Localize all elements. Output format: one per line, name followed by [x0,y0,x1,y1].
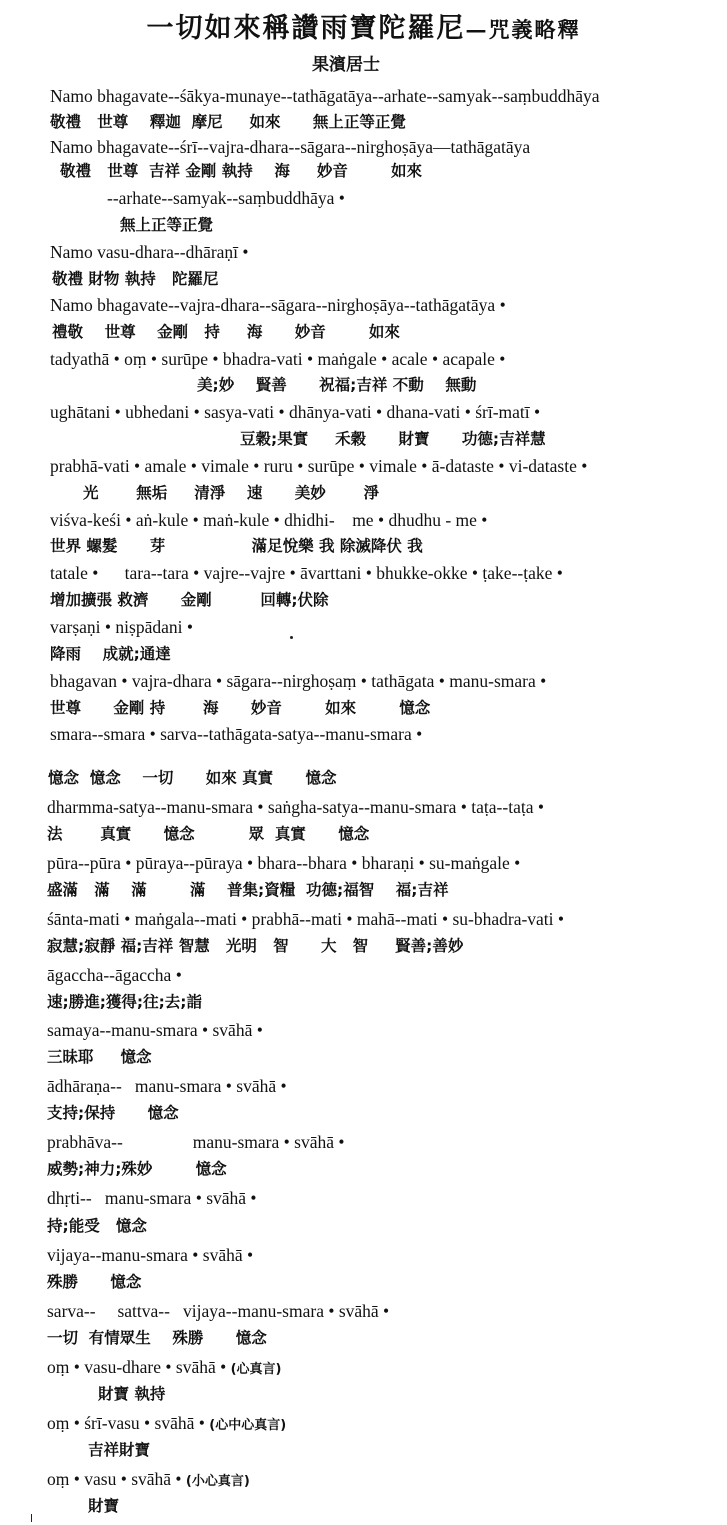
sanskrit-line: dhṛti-- manu-smara • svāhā • [47,1188,257,1208]
sanskrit-line: --arhate--samyak--saṃbuddhāya • [107,188,345,208]
chinese-gloss-line: 世界 螺髮 芽 滿足悅樂 我 除滅降伏 我 [50,537,423,555]
sanskrit-line: smara--smara • sarva--tathāgata-satya--manu-smara • [50,724,423,744]
sanskrit-line: sarva-- sattva-- vijaya--manu-smara • svāhā • [47,1301,390,1321]
sanskrit-line: tatale • tara--tara • vajre--vajre • āvarttani • bhukke-okke • ṭake--ṭake • [50,563,563,583]
document-title [0,6,727,45]
chinese-gloss-line: 威勢;神力;殊妙 憶念 [47,1160,227,1178]
mantra-line [47,1359,282,1377]
mantra-note: (小心真言) [185,1474,250,1489]
sanskrit-line: varṣaṇi • niṣpādani • [50,617,193,637]
sanskrit-line: ughātani • ubhedani • sasya-vati • dhānya-vati • dhana-vati • śrī-matī • [50,402,541,422]
chinese-gloss-line: 持;能受 憶念 [47,1217,147,1235]
chinese-gloss-line: 禮敬 世尊 金剛 持 海 妙音 如來 [52,323,400,341]
mantra-line [47,1471,250,1489]
chinese-gloss-line: 世尊 金剛 持 海 妙音 如來 憶念 [50,699,431,717]
sanskrit-line: pūra--pūra • pūraya--pūraya • bhara--bhara • bharaṇi • su-maṅgale • [47,853,521,873]
sanskrit-line: dharmma-satya--manu-smara • saṅgha-satya--manu-smara • taṭa--taṭa • [47,797,544,817]
chinese-gloss-line: 豆穀;果實 禾穀 財寶 功德;吉祥慧 [240,430,546,448]
chinese-gloss-line: 殊勝 憶念 [47,1273,142,1291]
chinese-gloss-line: 速;勝進;獲得;往;去;詣 [47,993,202,1011]
mantra-line [47,1415,286,1433]
sanskrit-line: Namo bhagavate--vajra-dhara--sāgara--nirghoṣāya--tathāgatāya • [50,295,506,315]
title-subtitle: —咒義略釋 [465,17,581,42]
chinese-gloss-line: 寂慧;寂靜 福;吉祥 智慧 光明 智 大 智 賢善;善妙 [47,937,464,955]
chinese-gloss-line: 支持;保持 憶念 [47,1104,179,1122]
chinese-gloss-line: 敬禮 世尊 吉祥 金剛 執持 海 妙音 如來 [60,162,423,180]
author-line: 果濱居士 [312,55,380,75]
chinese-gloss-line: 增加擴張 救濟 金剛 回轉;伏除 [50,591,329,609]
mantra-text: oṃ • vasu-dhare • svāhā • [47,1357,227,1377]
sanskrit-line: prabhāva-- manu-smara • svāhā • [47,1132,345,1152]
chinese-gloss-line: 法 真實 憶念 眾 真實 憶念 [47,825,370,843]
sanskrit-line: tadyathā • oṃ • surūpe • bhadra-vati • maṅgale • acale • acapale • [50,349,506,369]
chinese-gloss-line: 吉祥財寶 [88,1441,151,1459]
sanskrit-line: Namo bhagavate--śākya-munaye--tathāgatāya--arhate--samyak--saṃbuddhāya [50,86,600,106]
sanskrit-line: āgaccha--āgaccha • [47,965,182,985]
chinese-gloss-line: 財寶 執持 [98,1385,166,1403]
chinese-gloss-line: 無上正等正覺 [120,216,214,234]
sanskrit-line: vijaya--manu-smara • svāhā • [47,1245,254,1265]
chinese-gloss-line: 敬禮 世尊 釋迦 摩尼 如來 無上正等正覺 [50,113,406,131]
mantra-text: oṃ • śrī-vasu • svāhā • [47,1413,205,1433]
sanskrit-line: ādhāraṇa-- manu-smara • svāhā • [47,1076,287,1096]
sanskrit-line: viśva-keśi • aṅ-kule • maṅ-kule • dhidhi- me • dhudhu - me • [50,510,488,530]
page-edge-mark [31,1514,32,1522]
sanskrit-line: bhagavan • vajra-dhara • sāgara--nirghoṣaṃ • tathāgata • manu-smara • [50,671,547,691]
chinese-gloss-line: 美;妙 賢善 祝福;吉祥 不動 無動 [197,376,477,394]
chinese-gloss-line: 降雨 成就;通達 [50,645,171,663]
chinese-gloss-line: 三昧耶 憶念 [47,1048,152,1066]
mantra-note: (心中心真言) [209,1418,287,1433]
mantra-note: (心真言) [230,1362,282,1377]
chinese-gloss-line: 一切 有情眾生 殊勝 憶念 [47,1329,267,1347]
chinese-gloss-line: 財寶 [88,1497,120,1515]
sanskrit-line: prabhā-vati • amale • vimale • ruru • surūpe • vimale • ā-dataste • vi-dataste • [50,456,588,476]
chinese-gloss-line: 盛滿 滿 滿 滿 普集;資糧 功德;福智 福;吉祥 [47,881,449,899]
stray-dot [290,636,293,639]
sanskrit-line: Namo vasu-dhara--dhāraṇī • [50,242,249,262]
mantra-text: oṃ • vasu • svāhā • [47,1469,182,1489]
chinese-gloss-line: 光 無垢 清淨 速 美妙 淨 [83,484,379,502]
chinese-gloss-line: 憶念 憶念 一切 如來 真實 憶念 [48,769,337,787]
sanskrit-line: samaya--manu-smara • svāhā • [47,1020,263,1040]
chinese-gloss-line: 敬禮 財物 執持 陀羅尼 [52,270,219,288]
title-main: 一切如來稱讚雨寶陀羅尼 [146,13,466,44]
sanskrit-line: śānta-mati • maṅgala--mati • prabhā--mati • mahā--mati • su-bhadra-vati • [47,909,565,929]
sanskrit-line: Namo bhagavate--śrī--vajra-dhara--sāgara--nirghoṣāya—tathāgatāya [50,137,531,157]
